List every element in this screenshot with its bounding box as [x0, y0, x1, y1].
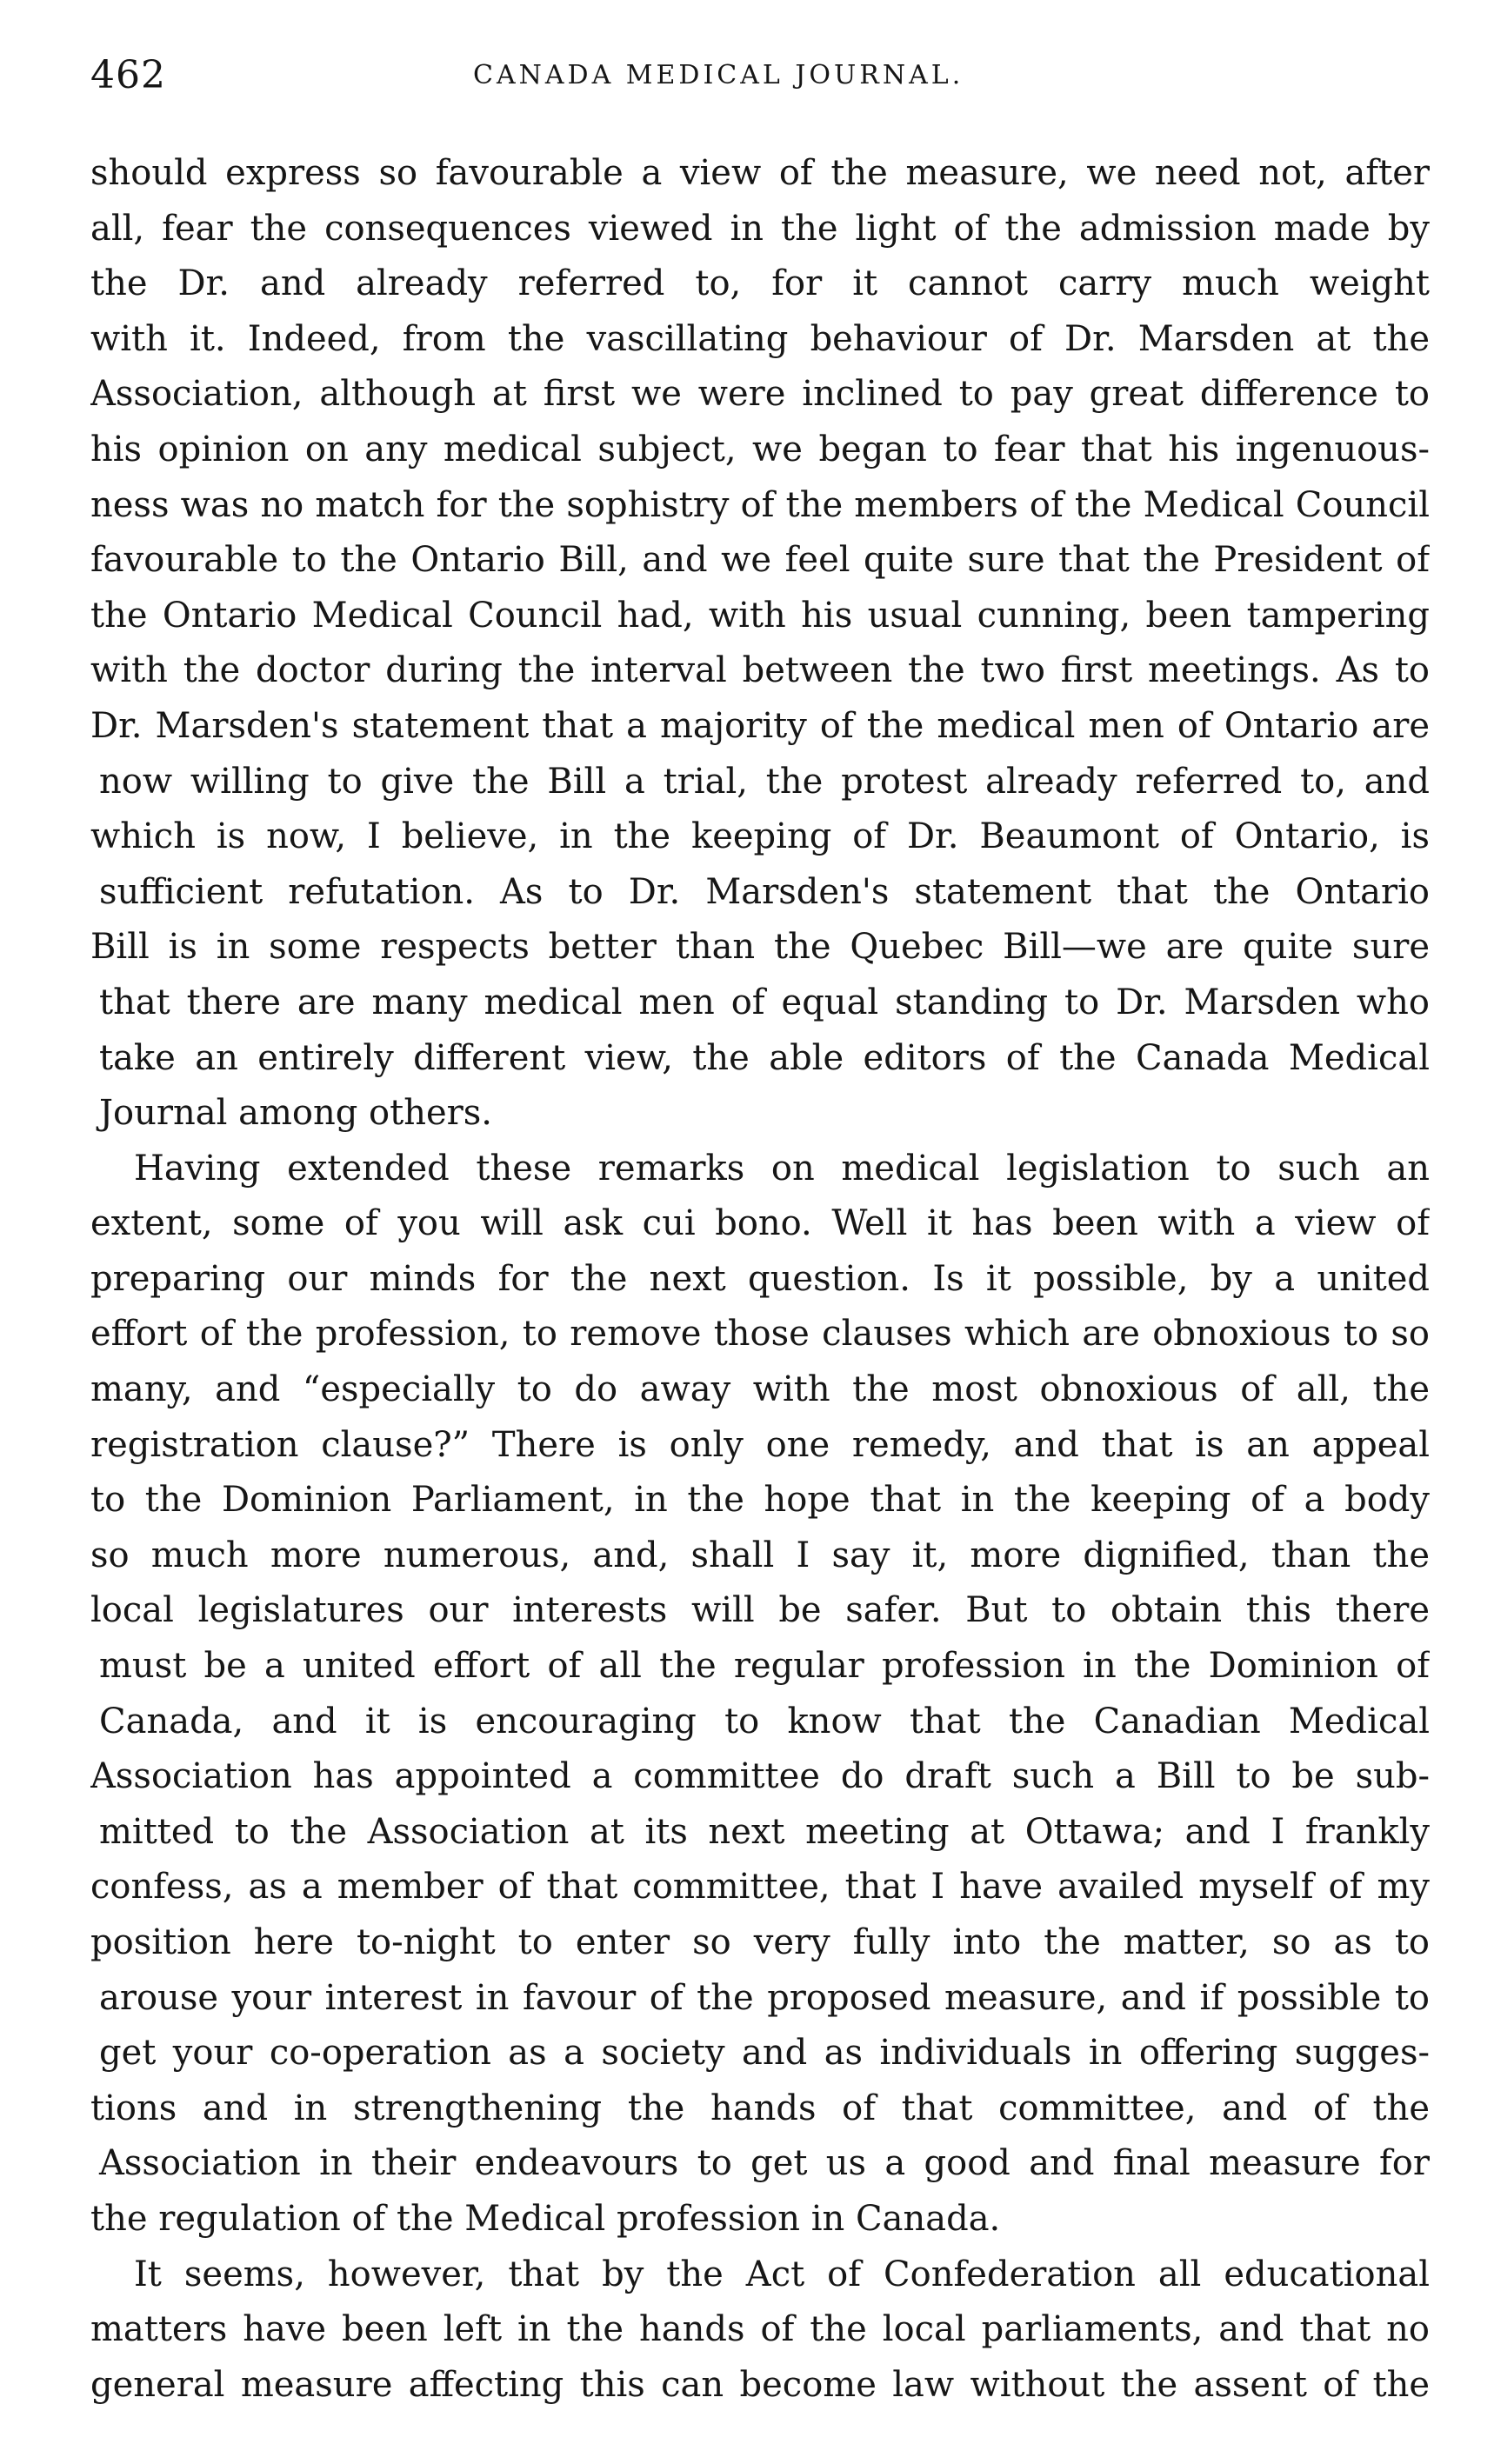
text-line: must be a united effort of all the regular profession in the Dominion of [99, 1646, 1430, 1687]
text-line: many, and “especially to do away with the most obnoxious of all, the [90, 1369, 1430, 1410]
text-line: the regulation of the Medical profession in Canada. [90, 2198, 1001, 2239]
text-line: sufficient refutation. As to Dr. Marsden's statement that the Ontario [99, 871, 1430, 912]
text-line: mitted to the Association at its next meeting at Ottawa; and I frankly [99, 1811, 1430, 1852]
text-line: matters have been left in the hands of the local parliaments, and that no [90, 2309, 1430, 2350]
text-line: Association in their endeavours to get us a good and final measure for [99, 2143, 1430, 2184]
text-line: Association has appointed a committee do draft such a Bill to be sub- [90, 1756, 1430, 1797]
text-line: so much more numerous, and, shall I say it, more dignified, than the [90, 1535, 1430, 1575]
page-number: 462 [90, 53, 166, 97]
text-line: the Ontario Medical Council had, with his usual cunning, been tampering [90, 595, 1430, 636]
text-line: to the Dominion Parliament, in the hope that in the keeping of a body [90, 1480, 1430, 1521]
text-line: all, fear the consequences viewed in the light of the admission made by [90, 208, 1430, 249]
text-line: ness was no match for the sophistry of the members of the Medical Council [90, 484, 1430, 525]
text-line: now willing to give the Bill a trial, the protest already referred to, and [99, 761, 1430, 802]
text-line: extent, some of you will ask cui bono. Well it has been with a view of [90, 1203, 1430, 1244]
text-line: take an entirely different view, the able editors of the Canada Medical [99, 1037, 1430, 1078]
journal-title: CANADA MEDICAL JOURNAL. [473, 60, 964, 90]
paragraph-1 [90, 146, 1430, 1142]
text-line: effort of the profession, to remove those clauses which are obnoxious to so [90, 1314, 1430, 1355]
text-line: position here to-night to enter so very fully into the matter, so as to [90, 1922, 1430, 1962]
text-line: with it. Indeed, from the vascillating behaviour of Dr. Marsden at the [90, 318, 1430, 359]
text-line: with the doctor during the interval between the two first meetings. As to [90, 650, 1430, 691]
text-line: Association, although at first we were inclined to pay great difference to [90, 374, 1430, 415]
text-line: confess, as a member of that committee, that I have availed myself of my [90, 1867, 1430, 1908]
text-line: It seems, however, that by the Act of Confederation all educational [134, 2254, 1430, 2294]
text-line: his opinion on any medical subject, we began to fear that his ingenuous- [90, 429, 1430, 469]
text-line: should express so favourable a view of the measure, we need not, after [90, 153, 1430, 193]
text-line: Having extended these remarks on medical legislation to such an [134, 1148, 1430, 1189]
text-line: favourable to the Ontario Bill, and we feel quite sure that the President of [90, 540, 1430, 581]
paragraph-2 [90, 1142, 1430, 2248]
text-line: tions and in strengthening the hands of that committee, and of the [90, 2088, 1430, 2128]
text-line: the Dr. and already referred to, for it cannot carry much weight [90, 263, 1430, 304]
text-line: general measure affecting this can become law without the assent of the [90, 2364, 1430, 2405]
text-line: that there are many medical men of equal standing to Dr. Marsden who [99, 982, 1430, 1022]
text-line: Canada, and it is encouraging to know that the Canadian Medical [99, 1701, 1430, 1741]
text-line: preparing our minds for the next question. Is it possible, by a united [90, 1258, 1430, 1299]
text-line: which is now, I believe, in the keeping of Dr. Beaumont of Ontario, is [90, 816, 1430, 857]
text-line: get your co-operation as a society and as individuals in offering sugges- [99, 2033, 1430, 2074]
paragraph-3 [90, 2248, 1430, 2414]
text-line: Dr. Marsden's statement that a majority of the medical men of Ontario are [90, 705, 1430, 746]
text-line: local legislatures our interests will be safer. But to obtain this there [90, 1590, 1430, 1631]
text-line: Journal among others. [99, 1093, 493, 1134]
text-line: Bill is in some respects better than the Quebec Bill—we are quite sure [90, 927, 1430, 968]
running-head [90, 45, 1412, 106]
text-line: arouse your interest in favour of the proposed measure, and if possible to [99, 1977, 1430, 2018]
article-body [90, 146, 1430, 2413]
text-line: registration clause?” There is only one remedy, and that is an appeal [90, 1424, 1430, 1465]
